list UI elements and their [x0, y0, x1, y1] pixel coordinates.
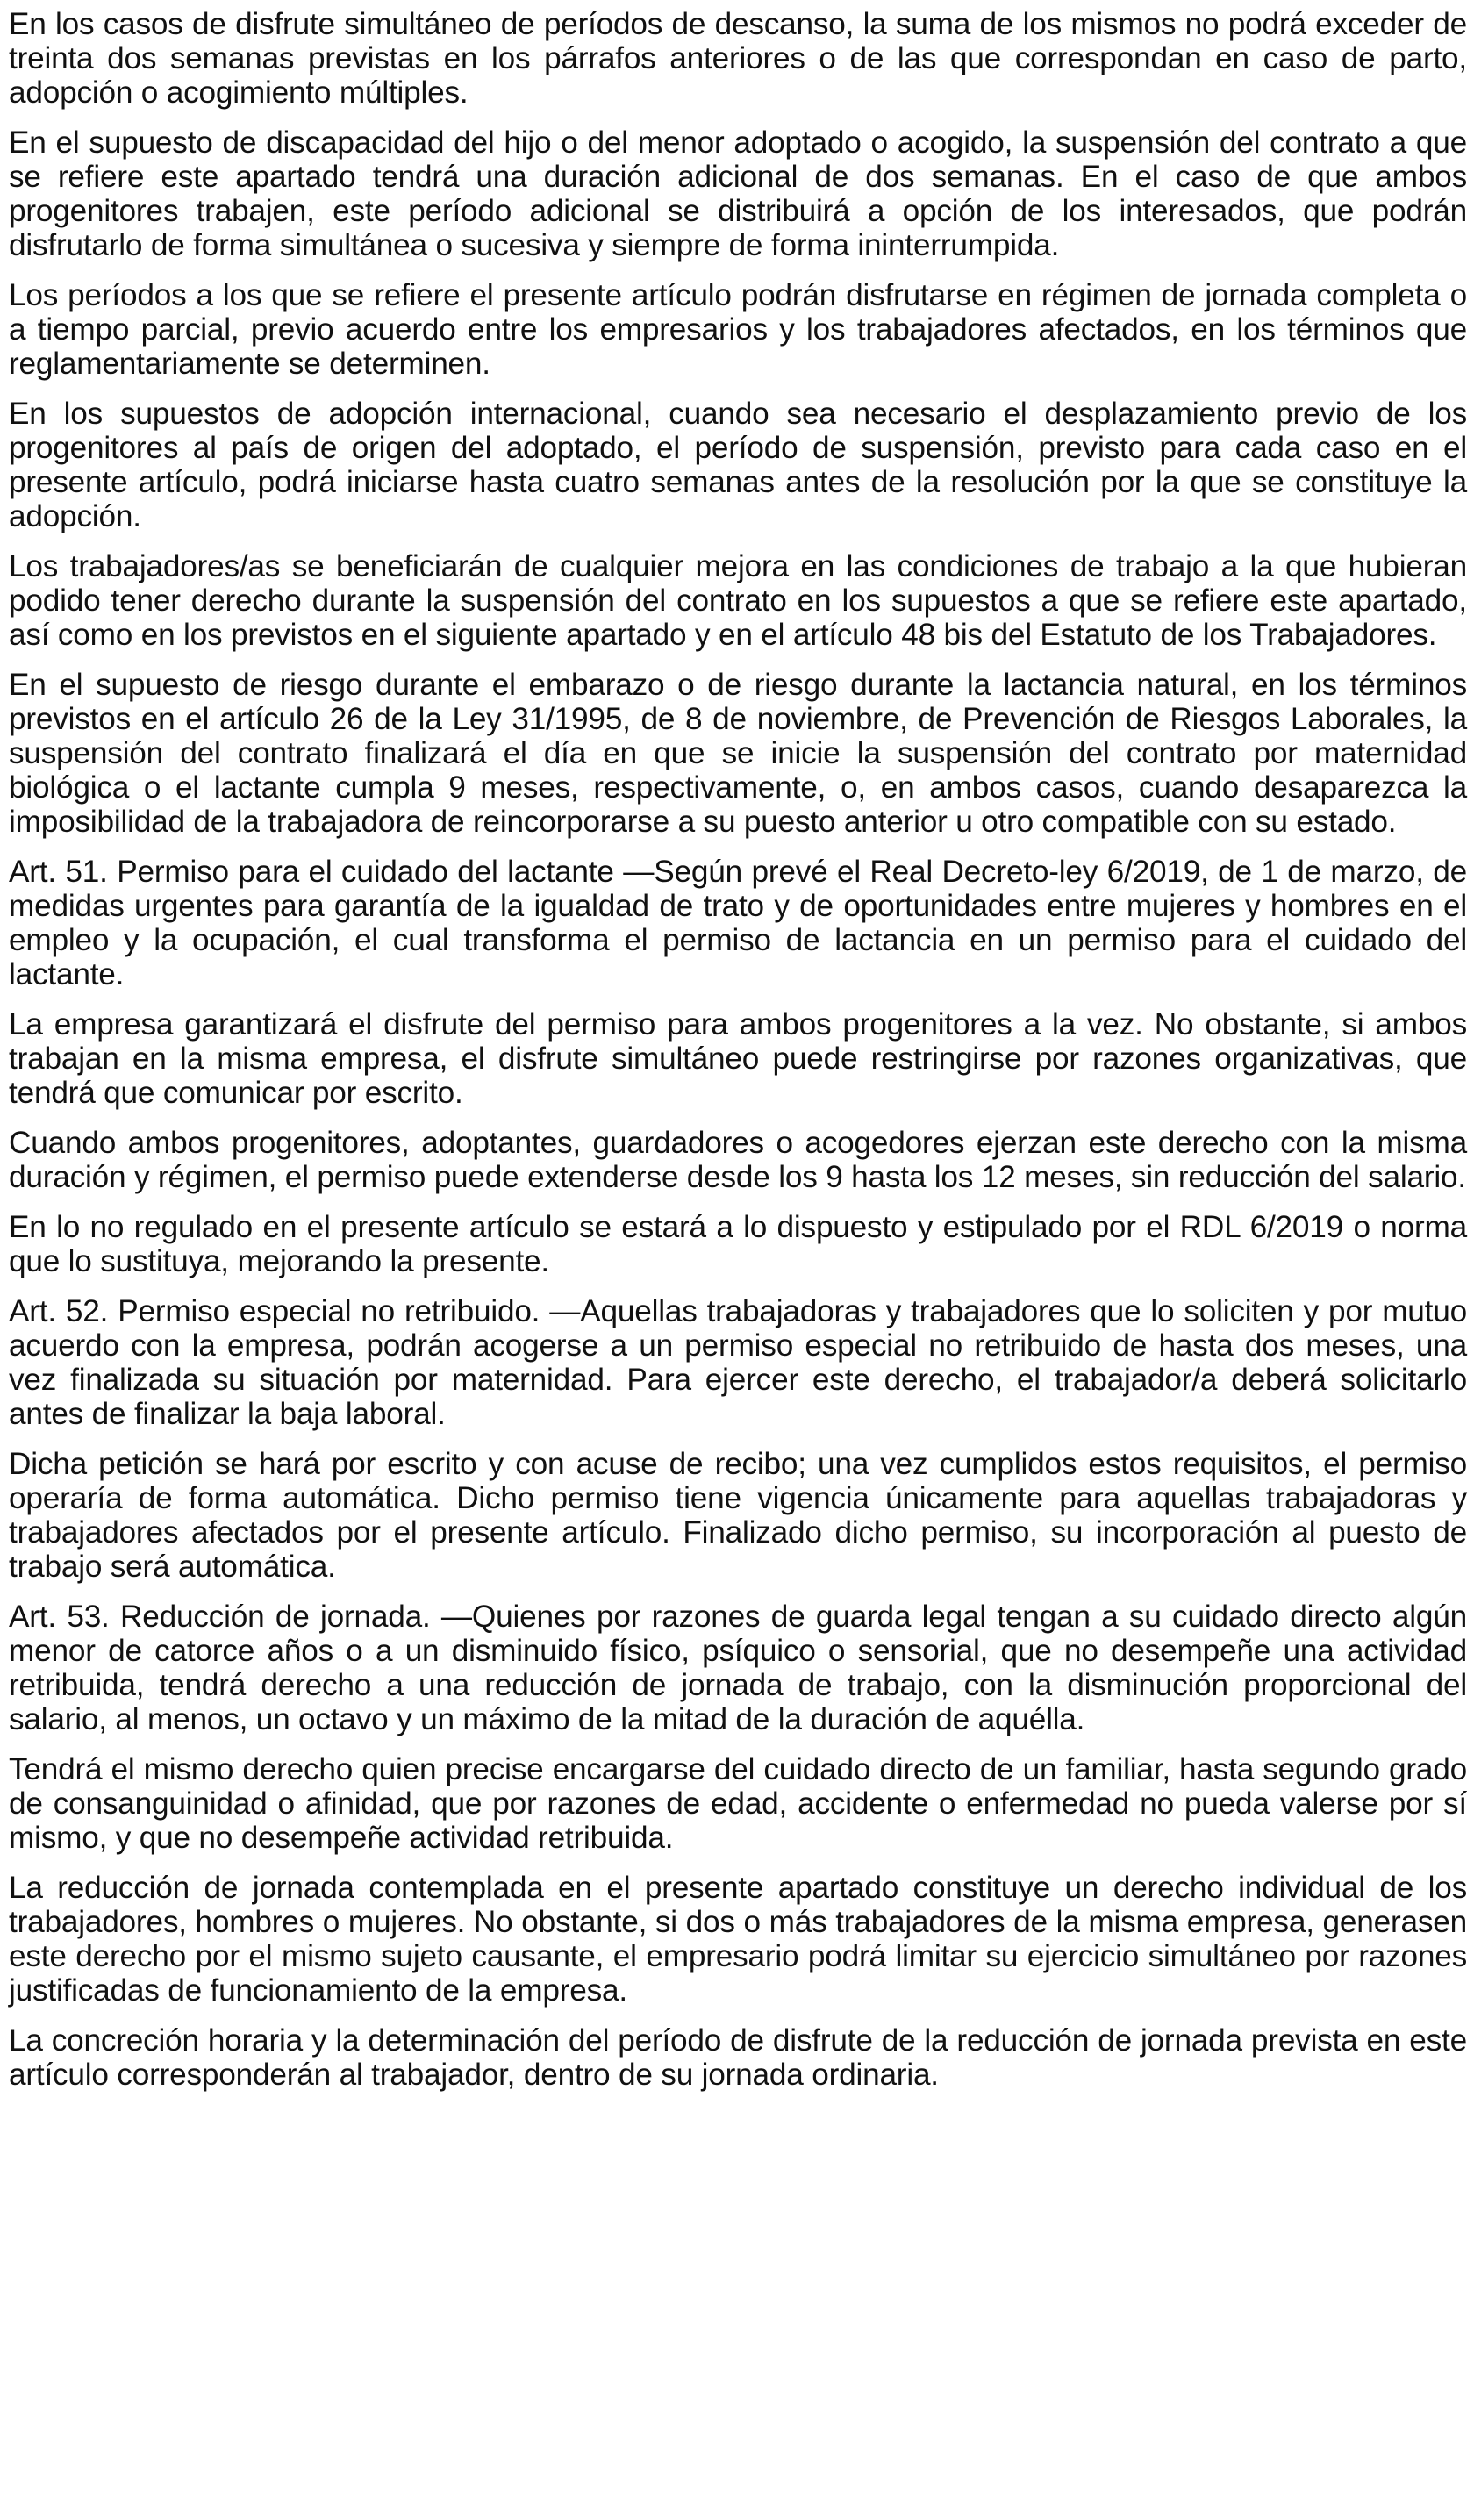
- paragraph-international-adoption: En los supuestos de adopción internacional, cuando sea necesario el desplazamiento previo de los progenitores al país de origen del adoptado, el período de suspensión, previsto para cada caso en el presente artículo, podrá iniciarse hasta cuatro semanas antes de la resolución por la que se constituye la adopción.: [9, 397, 1467, 533]
- paragraph-rdl-reference: En lo no regulado en el presente artículo se estará a lo dispuesto y estipulado por el RDL 6/2019 o norma que lo sustituya, mejorando la presente.: [9, 1210, 1467, 1278]
- paragraph-simultaneous-leave: En los casos de disfrute simultáneo de períodos de descanso, la suma de los mismos no podrá exceder de treinta dos semanas previstas en los párrafos anteriores o de las que correspondan en caso de parto, adopción o acogimiento múltiples.: [9, 7, 1467, 110]
- paragraph-pregnancy-risk: En el supuesto de riesgo durante el embarazo o de riesgo durante la lactancia natural, en los términos previstos en el artículo 26 de la Ley 31/1995, de 8 de noviembre, de Prevención de Riesgos Laborales, la suspensión del contrato finalizará el día en que se inicie la suspensión del contrato por maternidad biológica o el lactante cumpla 9 meses, respectivamente, o, en ambos casos, cuando desaparezca la imposibilidad de la trabajadora de reincorporarse a su puesto anterior u otro compatible con su estado.: [9, 668, 1467, 839]
- paragraph-both-parents-leave: La empresa garantizará el disfrute del permiso para ambos progenitores a la vez. No obstante, si ambos trabajan en la misma empresa, el disfrute simultáneo puede restringirse por razones organizativas, que tendrá que comunicar por escrito.: [9, 1007, 1467, 1110]
- document-page: [9, 7, 1467, 2092]
- paragraph-art-51: Art. 51. Permiso para el cuidado del lactante —Según prevé el Real Decreto-ley 6/2019, de 1 de marzo, de medidas urgentes para garantía de la igualdad de trato y de oportunidades entre mujeres y hombres en el empleo y la ocupación, el cual transforma el permiso de lactancia en un permiso para el cuidado del lactante.: [9, 855, 1467, 992]
- paragraph-request-procedure: Dicha petición se hará por escrito y con acuse de recibo; una vez cumplidos estos requisitos, el permiso operaría de forma automática. Dicho permiso tiene vigencia únicamente para aquellas trabajadoras y trabajadores afectados por el presente artículo. Finalizado dicho permiso, su incorporación al puesto de trabajo será automática.: [9, 1447, 1467, 1584]
- paragraph-individual-right: La reducción de jornada contemplada en el presente apartado constituye un derecho individual de los trabajadores, hombres o mujeres. No obstante, si dos o más trabajadores de la misma empresa, generasen este derecho por el mismo sujeto causante, el empresario podrá limitar su ejercicio simultáneo por razones justificadas de funcionamiento de la empresa.: [9, 1871, 1467, 2008]
- paragraph-disability-extension: En el supuesto de discapacidad del hijo o del menor adoptado o acogido, la suspensión del contrato a que se refiere este apartado tendrá una duración adicional de dos semanas. En el caso de que ambos progenitores trabajen, este período adicional se distribuirá a opción de los interesados, que podrán disfrutarlo de forma simultánea o sucesiva y siempre de forma ininterrumpida.: [9, 125, 1467, 262]
- paragraph-art-52: Art. 52. Permiso especial no retribuido. —Aquellas trabajadoras y trabajadores que lo soliciten y por mutuo acuerdo con la empresa, podrán acogerse a un permiso especial no retribuido de hasta dos meses, una vez finalizada su situación por maternidad. Para ejercer este derecho, el trabajador/a deberá solicitarlo antes de finalizar la baja laboral.: [9, 1294, 1467, 1431]
- paragraph-art-53: Art. 53. Reducción de jornada. —Quienes por razones de guarda legal tengan a su cuidado directo algún menor de catorce años o a un disminuido físico, psíquico o sensorial, que no desempeñe una actividad retribuida, tendrá derecho a una reducción de jornada de trabajo, con la disminución proporcional del salario, al menos, un octavo y un máximo de la mitad de la duración de aquélla.: [9, 1600, 1467, 1736]
- paragraph-schedule-determination: La concreción horaria y la determinación del período de disfrute de la reducción de jornada prevista en este artículo corresponderán al trabajador, dentro de su jornada ordinaria.: [9, 2023, 1467, 2092]
- paragraph-working-conditions: Los trabajadores/as se beneficiarán de cualquier mejora en las condiciones de trabajo a la que hubieran podido tener derecho durante la suspensión del contrato en los supuestos a que se refiere este apartado, así como en los previstos en el siguiente apartado y en el artículo 48 bis del Estatuto de los Trabajadores.: [9, 549, 1467, 652]
- paragraph-leave-extension: Cuando ambos progenitores, adoptantes, guardadores o acogedores ejerzan este derecho con la misma duración y régimen, el permiso puede extenderse desde los 9 hasta los 12 meses, sin reducción del salario.: [9, 1126, 1467, 1194]
- paragraph-part-time-regime: Los períodos a los que se refiere el presente artículo podrán disfrutarse en régimen de jornada completa o a tiempo parcial, previo acuerdo entre los empresarios y los trabajadores afectados, en los términos que reglamentariamente se determinen.: [9, 278, 1467, 381]
- paragraph-family-care: Tendrá el mismo derecho quien precise encargarse del cuidado directo de un familiar, hasta segundo grado de consanguinidad o afinidad, que por razones de edad, accidente o enfermedad no pueda valerse por sí mismo, y que no desempeñe actividad retribuida.: [9, 1752, 1467, 1855]
